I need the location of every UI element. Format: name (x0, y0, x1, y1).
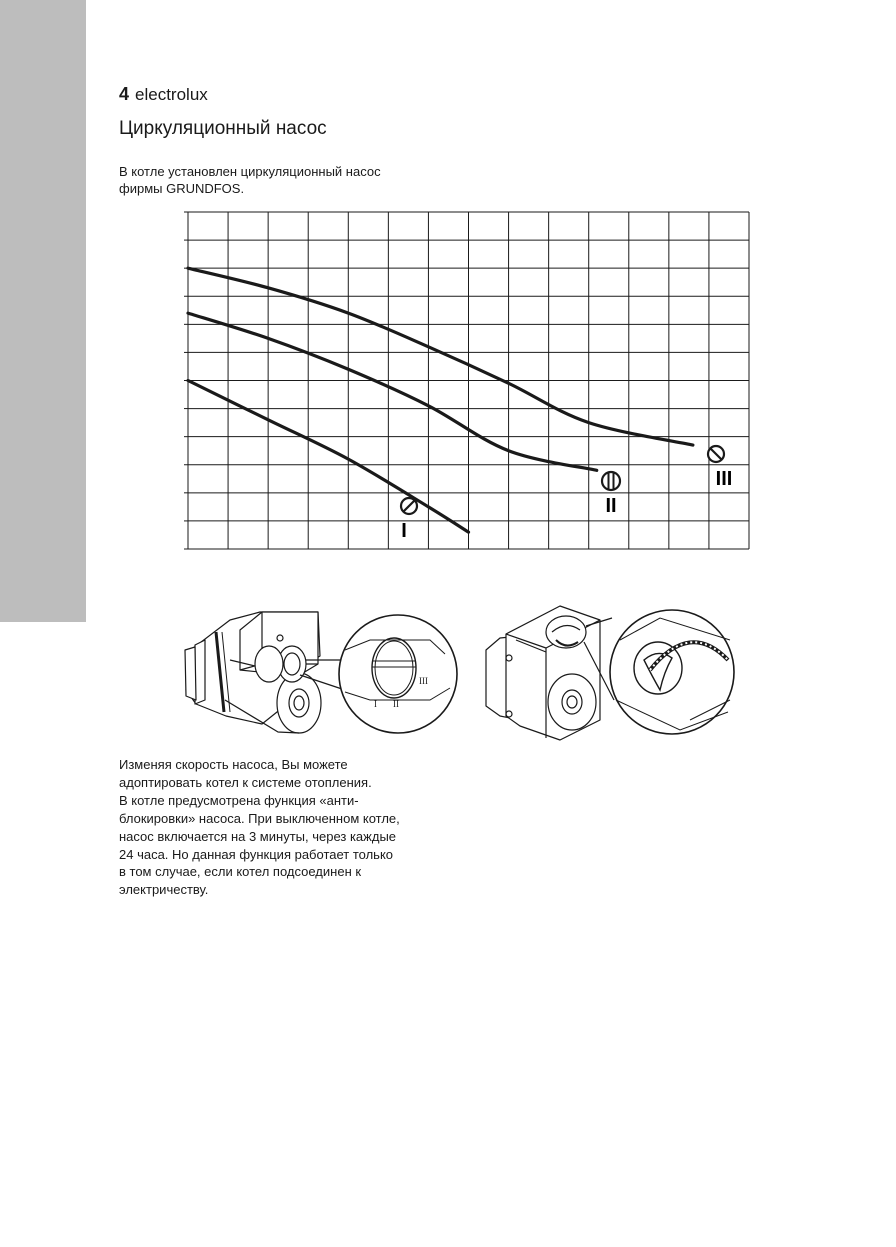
svg-text:I: I (374, 699, 377, 709)
intro-line: фирмы GRUNDFOS. (119, 181, 245, 196)
brand-name: electrolux (135, 85, 208, 104)
body-line: Изменяя скорость насоса, Вы можете (119, 757, 348, 772)
speed-label-II: II (605, 495, 617, 517)
pump-illustration-right (486, 606, 614, 740)
speed-marker-III (708, 446, 732, 490)
curve-speed-II (188, 313, 597, 470)
svg-text:II: II (393, 699, 399, 709)
speed-marker-I (401, 498, 417, 542)
body-line: электричеству. (119, 882, 209, 898)
body-line: насос включается на 3 минуты, через каждые (119, 828, 397, 844)
pump-illustration-left (185, 612, 345, 733)
speed-marker-II (602, 472, 620, 517)
page-number: 4 (119, 84, 130, 104)
cable-detail-magnifier (610, 610, 734, 734)
svg-text:III: III (419, 676, 428, 686)
speed-label-III: III (715, 468, 733, 490)
intro-line: В котле установлен циркуляционный насос (119, 164, 381, 179)
speed-label-I: I (401, 520, 407, 542)
body-line: В котле предусмотрена функция «анти- (119, 792, 359, 808)
speed-markers (401, 446, 732, 542)
selector-detail-magnifier (339, 615, 457, 733)
body-line: в том случае, если котел подсоединен к (119, 864, 362, 880)
body-text (119, 756, 449, 899)
pump-curve-chart (184, 212, 749, 549)
body-line: 24 часа. Но данная функция работает только (119, 846, 394, 862)
section-title: Циркуляционный насос (119, 118, 327, 139)
body-line: адоптировать котел к системе отопления. (119, 774, 372, 790)
body-line: блокировки» насоса. При выключенном котле, (119, 810, 400, 826)
chart-grid (184, 212, 749, 549)
